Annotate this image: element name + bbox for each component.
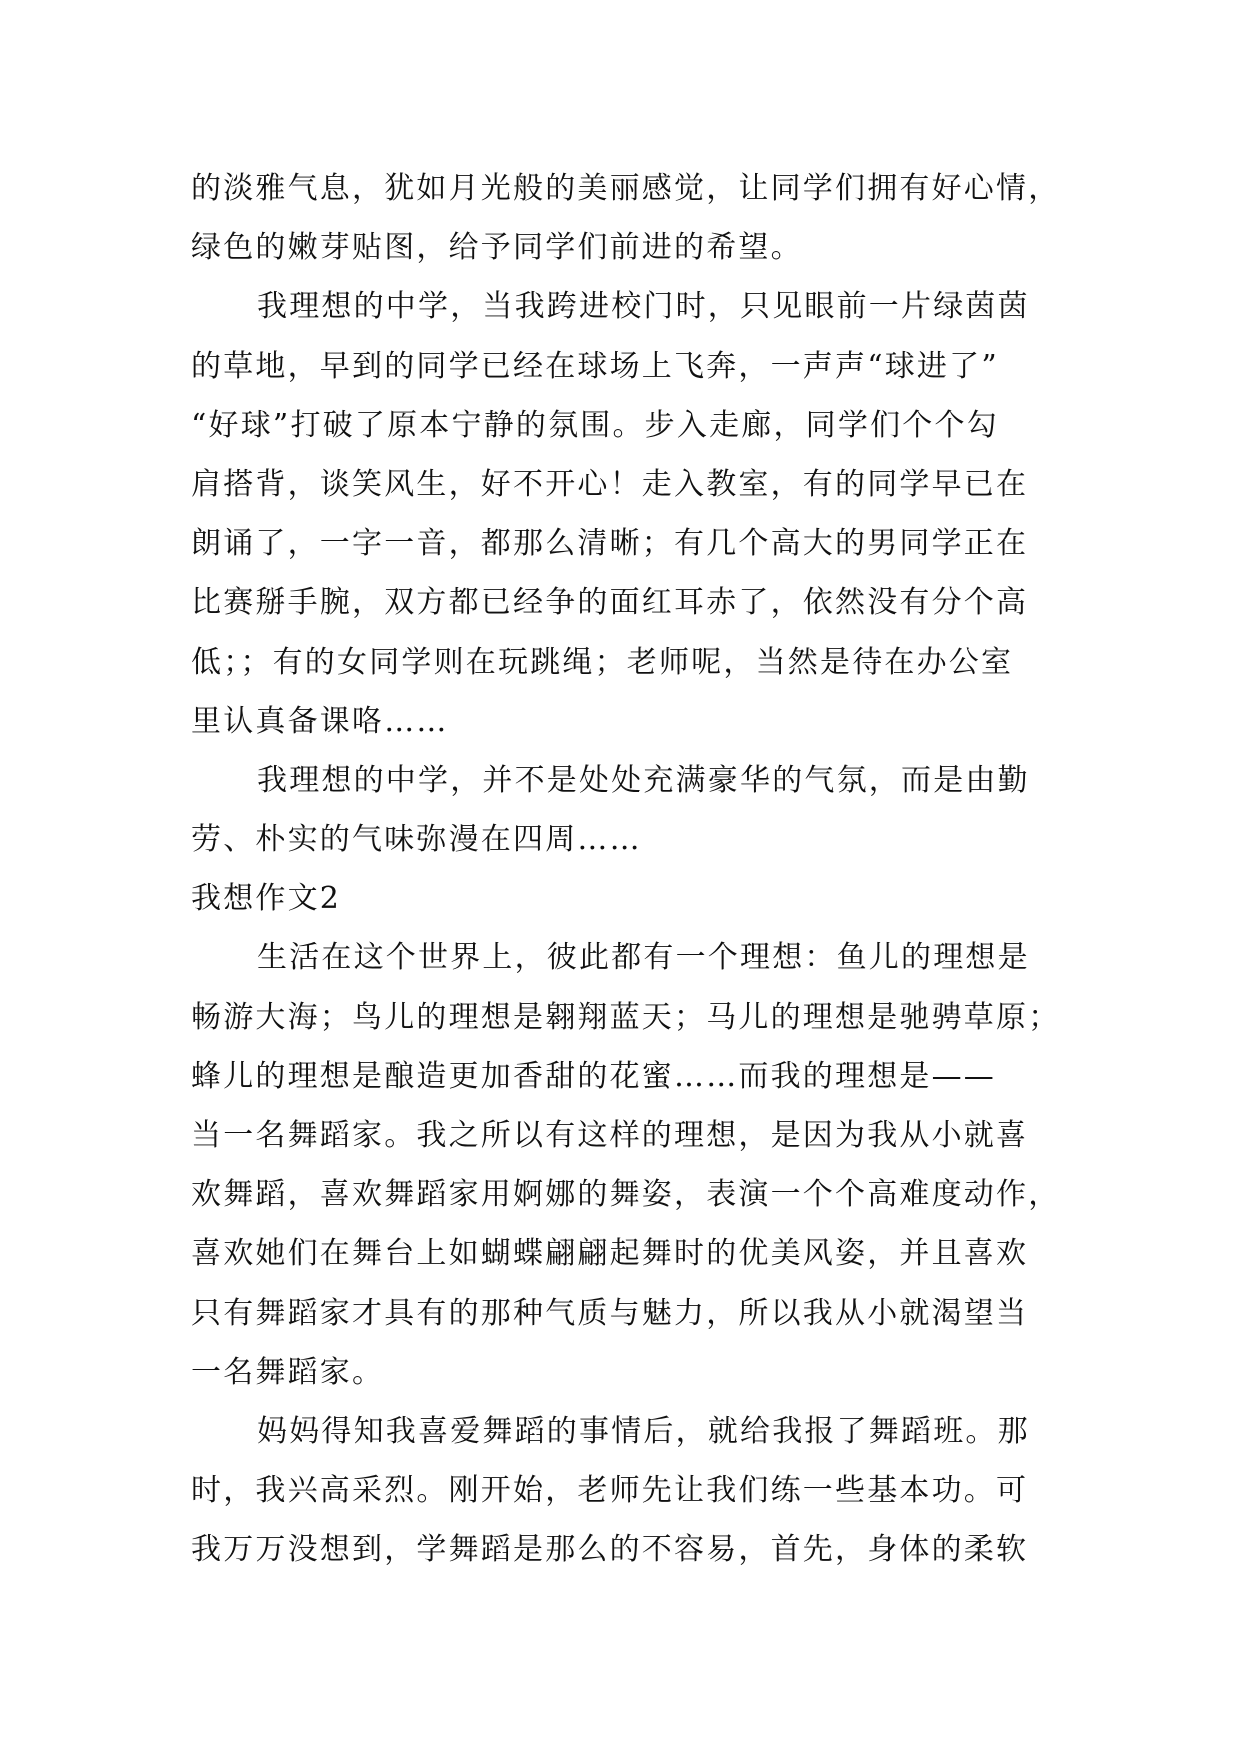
text-line: 的草地，早到的同学已经在球场上飞奔，一声声“球进了” [191, 348, 999, 384]
text-line: 一名舞蹈家。 [191, 1354, 385, 1390]
paragraph-first-line: 生活在这个世界上，彼此都有一个理想：鱼儿的理想是 [257, 940, 1030, 976]
text-line: 比赛掰手腕，双方都已经争的面红耳赤了，依然没有分个高 [191, 585, 1029, 621]
essay-text [191, 159, 1059, 1580]
text-line: 低；；有的女同学则在玩跳绳；老师呢，当然是待在办公室 [191, 644, 1014, 680]
paragraph-first-line: 妈妈得知我喜爱舞蹈的事情后，就给我报了舞蹈班。那 [257, 1413, 1030, 1449]
section-heading: 我想作文2 [191, 881, 342, 917]
text-line: 畅游大海；鸟儿的理想是翱翔蓝天；马儿的理想是驰骋草原； [191, 999, 1061, 1035]
text-line: 蜂儿的理想是酿造更加香甜的花蜜……而我的理想是—— [191, 1058, 996, 1094]
text-line: “好球”打破了原本宁静的氛围。步入走廊，同学们个个勾 [191, 407, 999, 443]
text-line: 朗诵了，一字一音，都那么清晰；有几个高大的男同学正在 [191, 526, 1029, 562]
text-line: 肩搭背，谈笑风生，好不开心！走入教室，有的同学早已在 [191, 466, 1029, 502]
text-line: 绿色的嫩芽贴图，给予同学们前进的希望。 [191, 230, 803, 266]
text-line: 喜欢她们在舞台上如蝴蝶翩翩起舞时的优美风姿，并且喜欢 [191, 1236, 1029, 1272]
paragraph-first-line: 我理想的中学，并不是处处充满豪华的气氛，而是由勤 [257, 762, 1030, 798]
text-line: 当一名舞蹈家。我之所以有这样的理想，是因为我从小就喜 [191, 1118, 1029, 1153]
text-line: 的淡雅气息，犹如月光般的美丽感觉，让同学们拥有好心情， [191, 171, 1061, 206]
text-line: 时，我兴高采烈。刚开始，老师先让我们练一些基本功。可 [191, 1473, 1029, 1509]
text-line: 只有舞蹈家才具有的那种气质与魅力，所以我从小就渴望当 [191, 1295, 1029, 1331]
text-line: 里认真备课咯…… [191, 703, 449, 739]
paragraph-first-line: 我理想的中学，当我跨进校门时，只见眼前一片绿茵茵 [257, 289, 1030, 325]
text-line: 我万万没想到，学舞蹈是那么的不容易，首先，身体的柔软 [191, 1532, 1029, 1568]
text-line: 欢舞蹈，喜欢舞蹈家用婀娜的舞姿，表演一个个高难度动作， [191, 1177, 1061, 1213]
text-line: 劳、朴实的气味弥漫在四周…… [191, 822, 642, 858]
